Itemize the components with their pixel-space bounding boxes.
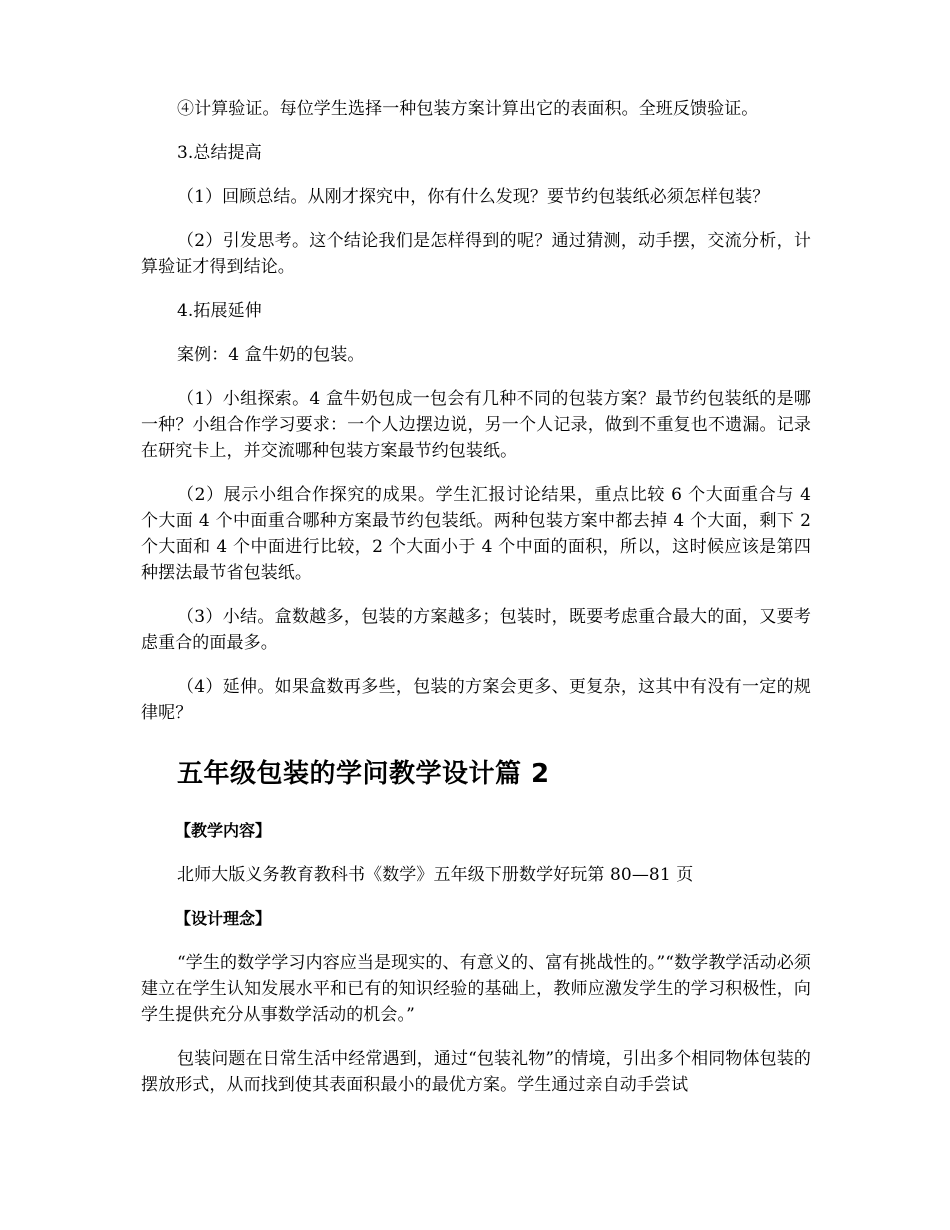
paragraph-concept-quote: “学生的数学学习内容应当是现实的、有意义的、富有挑战性的。”“数学教学活动必须建立在学生认知发展水平和已有的知识经验的基础上，教师应激发学生的学习积极性，向学生提供充分从事数学活动的机会。” [141, 953, 811, 1025]
label-design-concept: 【设计理念】 [175, 909, 272, 928]
paragraph-group-explore: （1）小组探索。4 盒牛奶包成一包会有几种不同的包装方案？最节约包装纸的是哪一种？小组合作学习要求：一个人边摆边说，另一个人记录，做到不重复也不遗漏。记录在研究卡上，并交流哪种包装方案最节约包装纸。 [141, 389, 811, 461]
label-teaching-content: 【教学内容】 [175, 821, 272, 840]
paragraph-textbook-ref: 北师大版义务教育教科书《数学》五年级下册数学好玩第 80—81 页 [177, 865, 694, 885]
document-body [141, 96, 811, 1098]
paragraph-packaging-problem: 包装问题在日常生活中经常遇到，通过“包装礼物”的情境，引出多个相同物体包装的摆放形式，从而找到使其表面积最小的最优方案。学生通过亲自动手尝试 [141, 1049, 811, 1095]
paragraph-extend: （4）延伸。如果盒数再多些，包装的方案会更多、更复杂，这其中有没有一定的规律呢？ [141, 677, 811, 723]
paragraph-reflect: （2）引发思考。这个结论我们是怎样得到的呢？通过猜测，动手摆，交流分析，计算验证才得到结论。 [141, 231, 811, 277]
paragraph-review: （1）回顾总结。从刚才探究中，你有什么发现？要节约包装纸必须怎样包装？ [177, 187, 770, 207]
paragraph-conclusion: （3）小结。盒数越多，包装的方案越多；包装时，既要考虑重合最大的面，又要考虑重合的面最多。 [141, 607, 811, 653]
section-heading-extension: 4.拓展延伸 [177, 301, 262, 321]
paragraph-calc-verify: ④计算验证。每位学生选择一种包装方案计算出它的表面积。全班反馈验证。 [177, 99, 759, 119]
section-heading-summary: 3.总结提高 [177, 143, 262, 163]
paragraph-show-results: （2）展示小组合作探究的成果。学生汇报讨论结果，重点比较 6 个大面重合与 4 个大面 4 个中面重合哪种方案最节约包装纸。两种包装方案中都去掉 4 个大面，剩下 2 个大面和 4 个中面进行比较，2 个大面小于 4 个中面的面积，所以，这时候应该是第四种摆法最节省包装纸。 [141, 485, 811, 583]
chapter-heading: 五年级包装的学问教学设计篇 2 [177, 759, 550, 789]
paragraph-case: 案例：4 盒牛奶的包装。 [177, 345, 365, 365]
